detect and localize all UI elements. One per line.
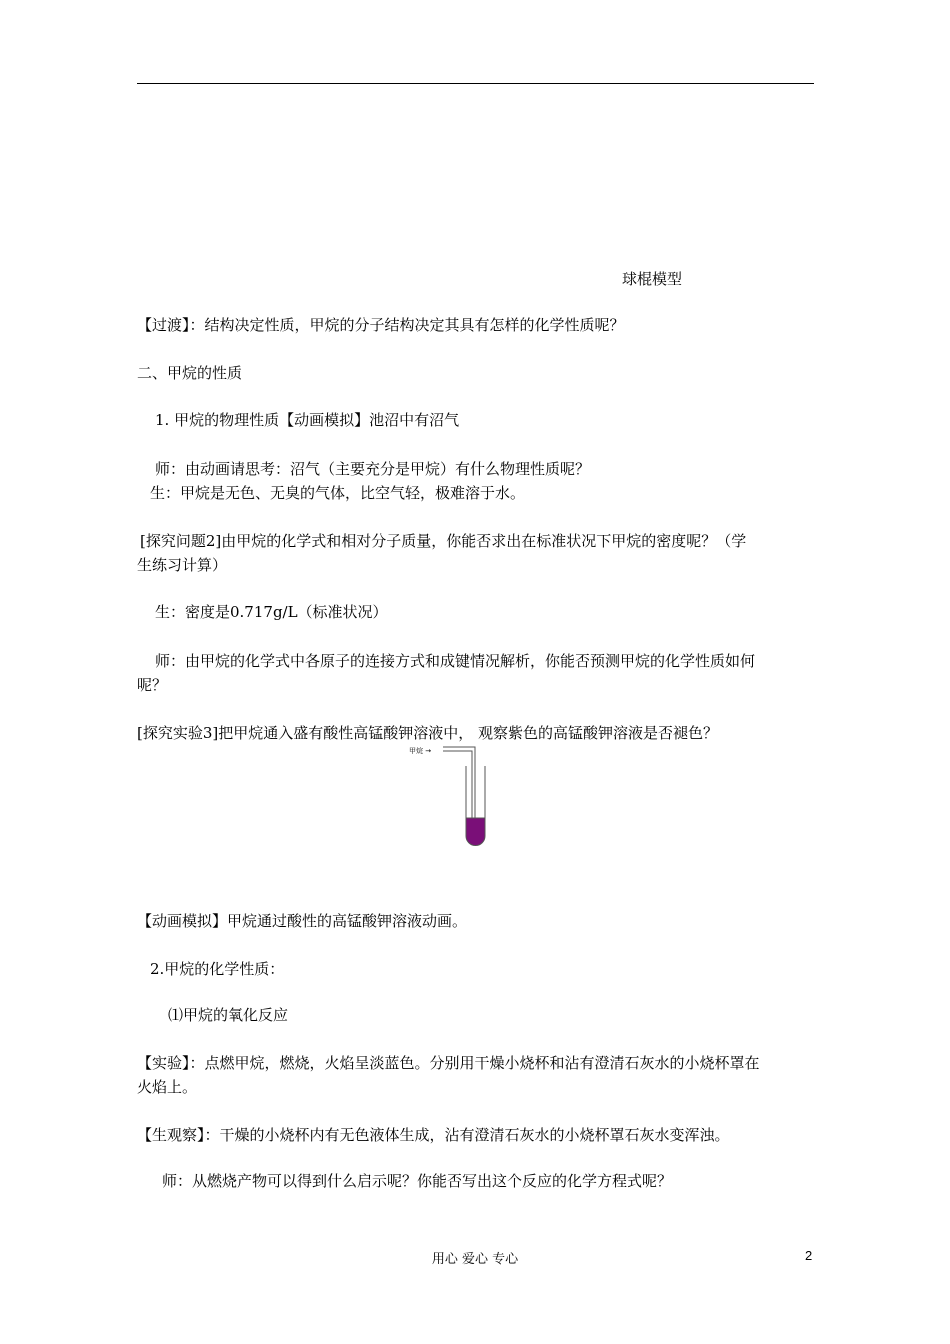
header-rule [137,83,814,84]
subitem-oxidation: ⑴甲烷的氧化反应 [168,1006,289,1024]
methane-gas-label: 甲烷 → [409,747,432,755]
animation-line: 【动画模拟】甲烷通过酸性的高锰酸钾溶液动画。 [137,912,468,930]
item1-line: 1. 甲烷的物理性质【动画模拟】池沼中有沼气 [155,411,460,429]
teacher-question-1: 师：由动画请思考：沼气（主要充分是甲烷）有什么物理性质呢？ [155,460,591,478]
observation-line: 【生观察】：干燥的小烧杯内有无色液体生成，沾有澄清石灰水的小烧杯罩石灰水变浑浊。 [137,1126,730,1144]
teacher-question-3: 师：从燃烧产物可以得到什么启示呢？你能否写出这个反应的化学方程式呢？ [162,1172,673,1190]
gas-inlet-tube-outer [443,747,475,818]
permanganate-solution [466,818,485,846]
section-heading: 二、甲烷的性质 [137,364,243,382]
test-tube-figure [435,740,505,852]
footer-motto: 用心 爱心 专心 [431,1252,519,1267]
inquiry-question-2-a: [探究问题2]由甲烷的化学式和相对分子质量，你能否求出在标准状况下甲烷的密度呢？（学 [140,532,747,550]
model-caption: 球棍模型 [622,270,683,288]
gas-inlet-tube-inner [443,751,472,818]
item2-line: 2.甲烷的化学性质： [150,960,285,978]
inquiry-question-2-b: 生练习计算） [137,556,228,574]
student-answer-1: 生：甲烷是无色、无臭的气体，比空气轻，极难溶于水。 [150,484,526,502]
page-number: 2 [805,1248,813,1263]
teacher-question-2-a: 师：由甲烷的化学式中各原子的连接方式和成键情况解析，你能否预测甲烷的化学性质如何 [155,652,756,670]
teacher-question-2-b: 呢？ [137,676,168,694]
experiment-line-b: 火焰上。 [137,1078,198,1096]
student-answer-2: 生：密度是0.717g/L（标准状况） [155,603,388,621]
transition-line: 【过渡】：结构决定性质，甲烷的分子结构决定其具有怎样的化学性质呢？ [137,316,625,334]
experiment-line-a: 【实验】：点燃甲烷，燃烧，火焰呈淡蓝色。分别用干燥小烧杯和沾有澄清石灰水的小烧杯罩在 [137,1054,760,1072]
inquiry-experiment-3: [探究实验3]把甲烷通入盛有酸性高锰酸钾溶液中， 观察紫色的高锰酸钾溶液是否褪色？ [137,724,719,742]
